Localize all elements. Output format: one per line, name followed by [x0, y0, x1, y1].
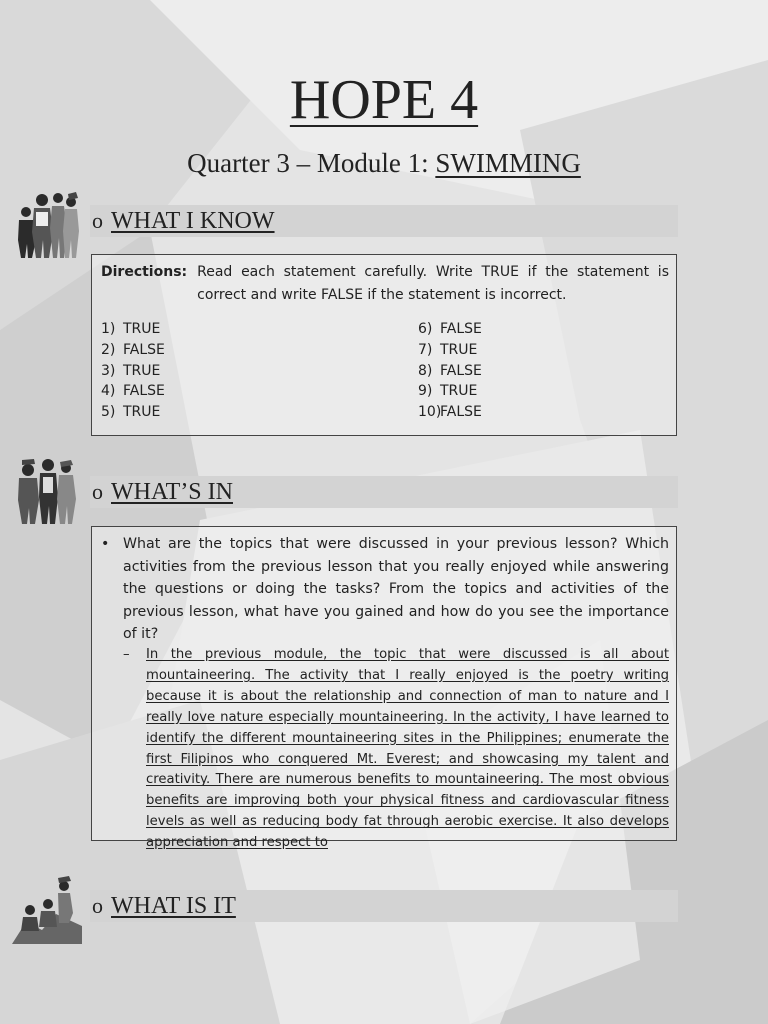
- page-subtitle: [0, 148, 768, 179]
- answers-left-column: [101, 319, 165, 423]
- answer-item: 10) FALSE: [418, 404, 482, 421]
- answer-item: 7) TRUE: [418, 341, 478, 358]
- dash-marker: –: [123, 647, 130, 662]
- answer-text: In the previous module, the topic that were discussed is all about mountaineering. The activity that I really enjoyed is the poetry writing because it is about the relationship and connection of man to nature and I really love nature especially mountaineering. In the activity, I have learned to identify the different mountaineering sites in the Philippines; enumerate the first Filipinos who conquered Mt. Everest; and showcasing my talent and creativity. There are numerous benefits to mountaineering. The most obvious benefits are improving both your physical fitness and cardiovascular fitness levels as well as reducing body fat through aerobic exercise. It also develops appreciation and respect to: [146, 647, 669, 851]
- section-whats-in: [90, 476, 678, 508]
- answer-item: 9) TRUE: [418, 383, 478, 400]
- section-label: WHAT’S IN: [111, 478, 233, 505]
- hikers-group-icon: [12, 874, 82, 944]
- question-text: What are the topics that were discussed in your previous lesson? Which activities from the previous lesson that you really enjoyed while answering the questions or doing the tasks? From the topics and activities of the previous lesson, what have you gained and how do you see the importance of it?: [123, 536, 669, 643]
- page-title: HOPE 4: [289, 69, 479, 131]
- answer-item: 1) TRUE: [101, 321, 161, 337]
- bullet-point: •: [101, 536, 110, 552]
- answer-item: 8) FALSE: [418, 362, 482, 379]
- hikers-group-icon: [14, 190, 82, 260]
- directions: [101, 261, 669, 307]
- subtitle-topic: SWIMMING: [435, 148, 581, 178]
- whats-in-box: [91, 526, 677, 851]
- answer-item: 4) FALSE: [101, 383, 165, 400]
- student-answer: [123, 645, 669, 854]
- review-question: [101, 533, 669, 646]
- answer-item: 2) FALSE: [101, 341, 165, 358]
- section-label: WHAT I KNOW: [111, 207, 275, 234]
- section-bullet: o: [92, 208, 103, 233]
- answer-item: 6) FALSE: [418, 321, 482, 337]
- hikers-group-icon: [14, 456, 82, 526]
- directions-label: Directions:: [101, 264, 188, 280]
- section-what-is-it: [90, 890, 678, 922]
- answers-right-column: [418, 319, 482, 423]
- directions-text: Read each statement carefully. Write TRUE if the statement is correct and write FALSE if the statement is incorrect.: [197, 264, 669, 303]
- what-i-know-box: [91, 254, 677, 436]
- section-what-i-know: [90, 205, 678, 237]
- section-bullet: o: [92, 893, 103, 918]
- subtitle-prefix: Quarter 3 – Module 1:: [187, 148, 436, 178]
- answer-item: 3) TRUE: [101, 362, 161, 379]
- section-bullet: o: [92, 479, 103, 504]
- answer-item: 5) TRUE: [101, 404, 161, 421]
- section-label: WHAT IS IT: [111, 892, 236, 919]
